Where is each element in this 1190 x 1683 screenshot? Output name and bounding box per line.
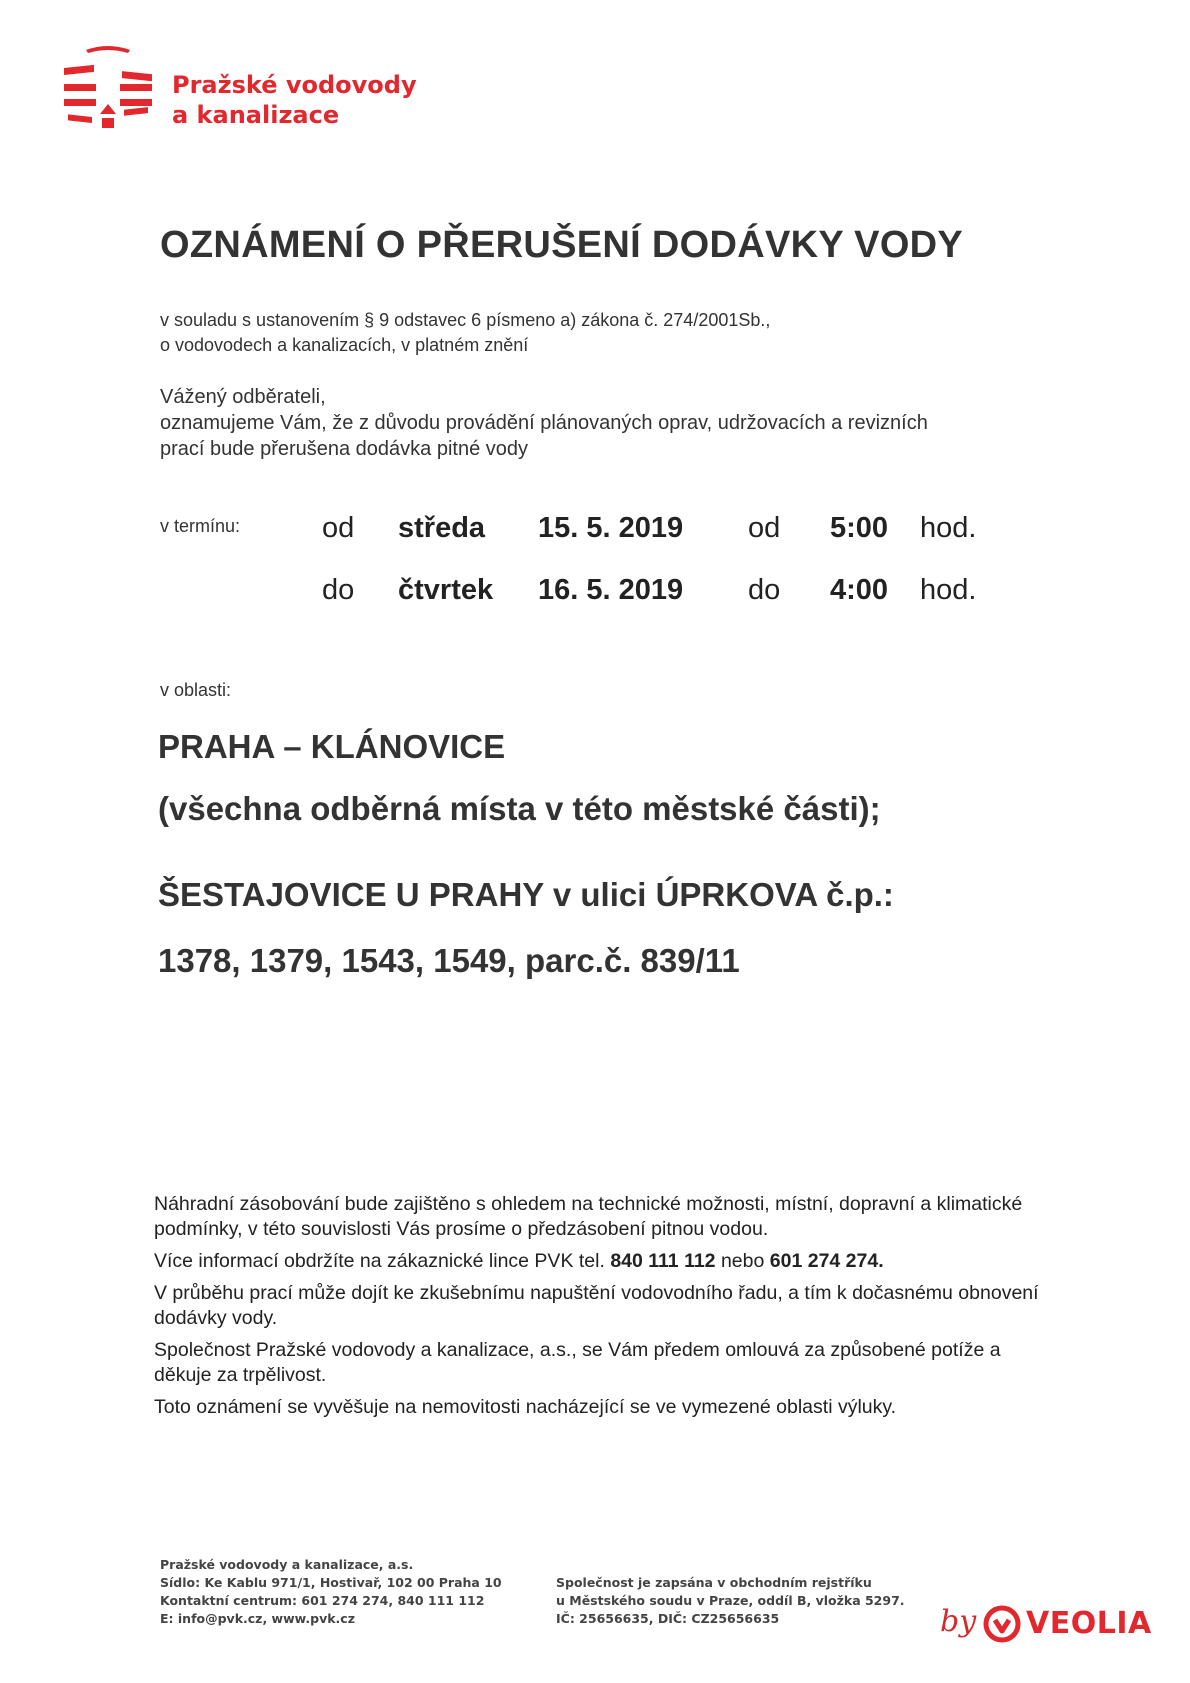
veolia-brand: VEOLIA [1026,1606,1152,1641]
footer-left-line-3: Kontaktní centrum: 601 274 274, 840 111 112 [160,1593,485,1608]
area-line-2: (všechna odběrná místa v této městské části); [158,790,881,827]
footer-left-line-1: Pražské vodovody a kanalizace, a.s. [160,1557,414,1572]
footer-left-line-2: Sídlo: Ke Kablu 971/1, Hostivař, 102 00 Praha 10 [160,1575,502,1590]
term-to-time: 4:00 [830,574,889,606]
company-logo-text [172,70,417,130]
term-from-date: 15. 5. 2019 [538,512,684,544]
note-posting: Toto oznámení se vyvěšuje na nemovitosti nacházející se ve vymezené oblasti výluky. [154,1396,897,1418]
footer-right-line-2: u Městského soudu v Praze, oddíl B, vložka 5297. [556,1593,905,1608]
term-to-prep: do [322,574,355,606]
note-contact-text: Více informací obdržíte na zákaznické lince PVK tel. [154,1250,605,1272]
by-text: by [940,1604,977,1639]
term-to-unit: hod. [920,574,977,606]
term-to-time-prep: do [748,574,781,606]
greeting-line-1: Vážený odběrateli, [160,386,326,408]
area-line-4: 1378, 1379, 1543, 1549, parc.č. 839/11 [158,942,740,979]
logo-line-1: Pražské vodovody [172,71,417,99]
veolia-logo-icon [982,1604,1022,1644]
area-line-3: ŠESTAJOVICE U PRAHY v ulici ÚPRKOVA č.p.: [158,876,894,913]
notes-section [154,1192,1054,1427]
legal-line-2: o vodovodech a kanalizacích, v platném znění [160,335,529,355]
greeting-paragraph [160,384,928,462]
legal-line-1: v souladu s ustanovením § 9 odstavec 6 písmeno a) zákona č. 274/2001Sb., [160,310,771,330]
footer-company-info [160,1556,502,1628]
pvk-logo-icon [64,44,152,136]
note-contact [154,1249,1054,1274]
term-to-row [160,574,977,614]
footer-right-line-3: IČ: 25656635, DIČ: CZ25656635 [556,1611,780,1626]
greeting-line-3: prací bude přerušena dodávka pitné vody [160,438,529,460]
page-title: OZNÁMENÍ O PŘERUŠENÍ DODÁVKY VODY [160,224,964,266]
note-replacement-supply: Náhradní zásobování bude zajištěno s ohledem na technické možnosti, místní, dopravní a klimatické podmínky, v této souvislosti Vás prosíme o předzásobení pitnou vodou. [154,1193,1023,1240]
footer-right-line-1: Společnost je zapsána v obchodním rejstříku [556,1575,872,1590]
area-line-1: PRAHA – KLÁNOVICE [158,728,506,765]
term-from-time-prep: od [748,512,781,544]
term-from-time: 5:00 [830,512,889,544]
term-from-unit: hod. [920,512,977,544]
logo-line-2: a kanalizace [172,101,340,129]
term-to-date: 16. 5. 2019 [538,574,684,606]
greeting-line-2: oznamujeme Vám, že z důvodu provádění plánovaných oprav, udržovacích a revizních [160,412,928,434]
note-test-fill: V průběhu prací může dojít ke zkušebnímu napuštění vodovodního řadu, a tím k dočasnému obnovení dodávky vody. [154,1282,1039,1329]
term-label: v termínu: [160,516,241,536]
term-from-day: středa [398,512,486,544]
note-apology: Společnost Pražské vodovody a kanalizace, a.s., se Vám předem omlouvá za způsobené potíže a děkuje za trpělivost. [154,1339,1001,1386]
note-contact-or: nebo [720,1250,765,1272]
footer-registration-info [556,1574,905,1628]
phone-number-2: 601 274 274. [769,1250,884,1272]
term-from-prep: od [322,512,355,544]
term-from-row [160,512,977,552]
term-to-day: čtvrtek [398,574,494,606]
legal-reference [160,308,770,358]
area-label: v oblasti: [160,680,232,700]
footer-left-line-4: E: info@pvk.cz, www.pvk.cz [160,1611,355,1626]
phone-number-1: 840 111 112 [610,1250,716,1272]
